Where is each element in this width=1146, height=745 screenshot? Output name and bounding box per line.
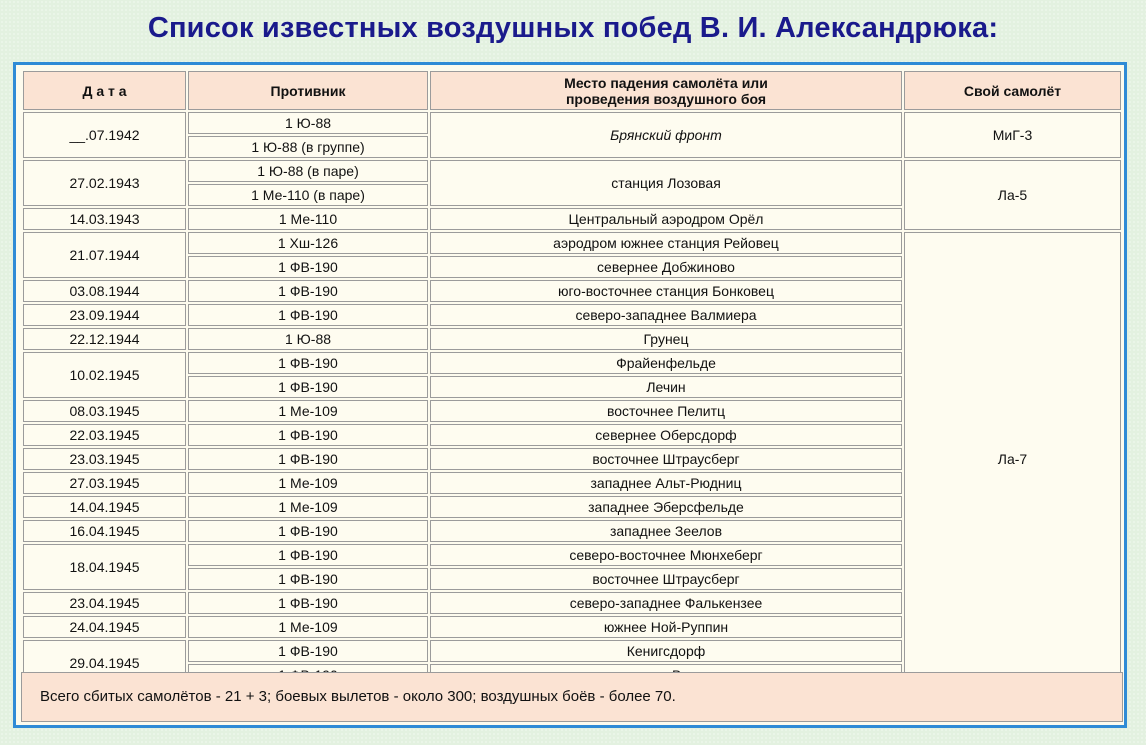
table-row <box>23 112 1121 134</box>
victories-table <box>21 69 1123 688</box>
place-cell: восточнее Пелитц <box>430 400 902 422</box>
place-cell: западнее Эберсфельде <box>430 496 902 518</box>
enemy-cell: 1 Ю-88 (в паре) <box>188 160 428 182</box>
date-cell: 16.04.1945 <box>23 520 186 542</box>
enemy-cell: 1 ФВ-190 <box>188 352 428 374</box>
date-cell: 21.07.1944 <box>23 232 186 278</box>
page-title: Список известных воздушных побед В. И. Александрюка: <box>147 12 999 44</box>
place-cell: Кенигсдорф <box>430 640 902 662</box>
header-row <box>23 71 1121 110</box>
date-cell: 03.08.1944 <box>23 280 186 302</box>
place-cell: восточнее Штраусберг <box>430 448 902 470</box>
place-cell: северо-западнее Фалькензее <box>430 592 902 614</box>
enemy-cell: 1 Ме-110 <box>188 208 428 230</box>
date-cell: 24.04.1945 <box>23 616 186 638</box>
date-cell: 23.04.1945 <box>23 592 186 614</box>
enemy-cell: 1 ФВ-190 <box>188 280 428 302</box>
header-place-line1: Место падения самолёта или <box>564 74 768 91</box>
place-cell: юго-восточнее станция Бонковец <box>430 280 902 302</box>
date-cell: 27.03.1945 <box>23 472 186 494</box>
summary-footer: Всего сбитых самолётов - 21 + 3; боевых вылетов - около 300; воздушных боёв - более 70. <box>21 672 1123 722</box>
date-cell: 10.02.1945 <box>23 352 186 398</box>
place-cell: северо-восточнее Мюнхеберг <box>430 544 902 566</box>
own-aircraft-cell: Ла-5 <box>904 160 1121 230</box>
enemy-cell: 1 ФВ-190 <box>188 256 428 278</box>
place-cell: аэродром южнее станция Рейовец <box>430 232 902 254</box>
date-cell: 27.02.1943 <box>23 160 186 206</box>
place-cell: севернее Добжиново <box>430 256 902 278</box>
table-row <box>23 232 1121 254</box>
enemy-cell: 1 ФВ-190 <box>188 640 428 662</box>
enemy-cell: 1 Хш-126 <box>188 232 428 254</box>
date-cell: 22.12.1944 <box>23 328 186 350</box>
enemy-cell: 1 ФВ-190 <box>188 424 428 446</box>
enemy-cell: 1 Ме-109 <box>188 472 428 494</box>
place-cell: севернее Оберсдорф <box>430 424 902 446</box>
date-cell: 14.04.1945 <box>23 496 186 518</box>
date-cell: 29.04.1945 <box>23 640 186 686</box>
victories-table-frame <box>13 62 1127 728</box>
date-cell: 18.04.1945 <box>23 544 186 590</box>
place-cell: Лечин <box>430 376 902 398</box>
date-cell: 23.03.1945 <box>23 448 186 470</box>
date-cell: 14.03.1943 <box>23 208 186 230</box>
header-place-line2: проведения воздушного боя <box>565 90 767 107</box>
place-cell: западнее Альт-Рюдниц <box>430 472 902 494</box>
enemy-cell: 1 ФВ-190 <box>188 304 428 326</box>
place-cell: Фрайенфельде <box>430 352 902 374</box>
place-cell: Грунец <box>430 328 902 350</box>
enemy-cell: 1 ФВ-190 <box>188 376 428 398</box>
enemy-cell: 1 ФВ-190 <box>188 568 428 590</box>
date-cell: 08.03.1945 <box>23 400 186 422</box>
place-cell: западнее Зеелов <box>430 520 902 542</box>
header-place <box>430 71 902 110</box>
enemy-cell: 1 Ме-109 <box>188 400 428 422</box>
table-row <box>23 160 1121 182</box>
enemy-cell: 1 Ю-88 (в группе) <box>188 136 428 158</box>
enemy-cell: 1 Ме-109 <box>188 496 428 518</box>
enemy-cell: 1 Ю-88 <box>188 328 428 350</box>
enemy-cell: 1 Ю-88 <box>188 112 428 134</box>
own-aircraft-cell: Ла-7 <box>904 232 1121 686</box>
enemy-cell: 1 ФВ-190 <box>188 448 428 470</box>
enemy-cell: 1 Ме-110 (в паре) <box>188 184 428 206</box>
enemy-cell: 1 ФВ-190 <box>188 520 428 542</box>
date-cell: 22.03.1945 <box>23 424 186 446</box>
header-enemy: Противник <box>188 71 428 110</box>
enemy-cell: 1 ФВ-190 <box>188 544 428 566</box>
header-date: Д а т а <box>23 71 186 110</box>
enemy-cell: 1 Ме-109 <box>188 616 428 638</box>
place-cell: Центральный аэродром Орёл <box>430 208 902 230</box>
header-own-aircraft: Свой самолёт <box>904 71 1121 110</box>
place-cell: восточнее Штраусберг <box>430 568 902 590</box>
place-cell: северо-западнее Валмиера <box>430 304 902 326</box>
enemy-cell: 1 ФВ-190 <box>188 592 428 614</box>
date-cell: __.07.1942 <box>23 112 186 158</box>
place-cell: станция Лозовая <box>430 160 902 206</box>
own-aircraft-cell: МиГ-3 <box>904 112 1121 158</box>
date-cell: 23.09.1944 <box>23 304 186 326</box>
place-cell: Брянский фронт <box>430 112 902 158</box>
place-cell: южнее Ной-Руппин <box>430 616 902 638</box>
